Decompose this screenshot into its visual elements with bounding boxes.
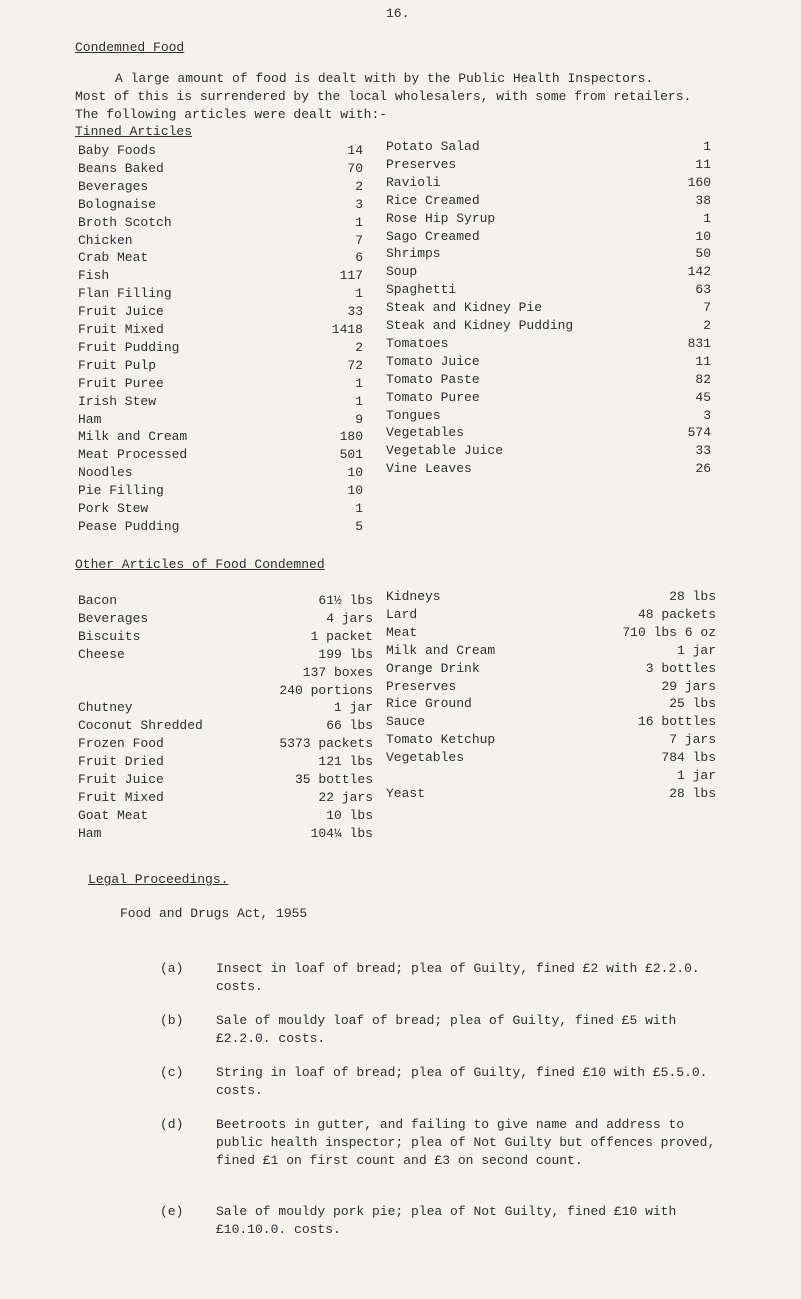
item-value: 25 lbs [669, 696, 716, 712]
table-row [386, 424, 711, 442]
table-row [386, 263, 711, 281]
item-name: Fruit Mixed [78, 322, 164, 337]
item-value: 28 lbs [669, 589, 716, 604]
table-row [386, 317, 711, 335]
table-row [386, 606, 716, 624]
item-value: 72 [347, 357, 363, 373]
item-value: 1 jar [676, 642, 716, 658]
table-row [78, 735, 378, 753]
legal-item-label: (d) [160, 1117, 184, 1132]
item-value: 4 jars [326, 610, 373, 626]
item-name: Meat Processed [78, 447, 188, 463]
table-row [386, 713, 716, 731]
item-value: 38 [695, 192, 711, 208]
table-row [78, 214, 378, 232]
table-row [78, 500, 378, 518]
table-row [78, 232, 378, 250]
item-name: Irish Stew [78, 393, 157, 409]
legal-item-text: Insect in loaf of bread; plea of Guilty, fined £2 with £2.2.0. costs. [216, 961, 700, 994]
table-row [78, 196, 378, 214]
item-value: 10 lbs [326, 807, 373, 823]
table-row [386, 156, 711, 174]
item-name: Fruit Dried [78, 754, 164, 770]
item-name: Beverages [78, 610, 149, 626]
table-row [78, 285, 378, 303]
table-row [386, 245, 711, 263]
table-row [78, 753, 378, 771]
other-heading: Other Articles of Food Condemned [75, 557, 325, 572]
item-value: 35 bottles [294, 772, 373, 787]
item-name: Cheese [78, 646, 125, 662]
item-name: Coconut Shredded [78, 718, 203, 734]
item-name: Ham [78, 825, 102, 841]
table-row [78, 482, 378, 500]
legal-item-text: String in loaf of bread; plea of Guilty, fined £10 with £5.5.0. costs. [216, 1065, 708, 1098]
item-name: Steak and Kidney Pudding [386, 318, 574, 333]
tinned-heading: Tinned Articles [75, 124, 193, 139]
item-name: Fruit Pudding [78, 339, 180, 355]
item-value: 10 [695, 228, 711, 244]
table-row [386, 624, 716, 642]
item-value: 180 [339, 429, 363, 445]
item-name: Baby Foods [78, 143, 157, 158]
item-value: 26 [695, 461, 711, 477]
intro-line: A large amount of food is dealt with by the Public Health Inspectors. [115, 71, 654, 86]
table-row [386, 192, 711, 210]
item-value: 2 [355, 178, 363, 194]
item-name: Rice Creamed [386, 192, 480, 208]
item-value: 7 [703, 300, 711, 316]
item-name: Vegetables [386, 425, 465, 441]
item-name: Lard [386, 606, 418, 622]
table-row [78, 321, 378, 339]
item-value: 1 [355, 393, 363, 409]
legal-item-text: Beetroots in gutter, and failing to give name and address to public health inspector; plea of Not Guilty but offences proved, fined £1 on first count and £3 on second count. [216, 1117, 716, 1168]
item-value: 240 portions [279, 682, 373, 698]
item-value: 1 [355, 214, 363, 230]
table-row [78, 682, 378, 700]
item-value: 10 [347, 483, 363, 499]
legal-item-label: (b) [160, 1013, 184, 1028]
item-value: 1 [355, 375, 363, 391]
table-row [78, 646, 378, 664]
item-value: 1 [703, 210, 711, 226]
item-value: 831 [687, 335, 711, 351]
item-value: 1 packet [310, 628, 373, 644]
page-number: 16. [386, 6, 410, 21]
item-value: 45 [695, 389, 711, 405]
item-name: Chutney [78, 700, 133, 716]
item-value: 9 [355, 411, 363, 427]
item-name: Tomatoes [386, 335, 449, 351]
table-row [78, 789, 378, 807]
table-row [78, 664, 378, 682]
item-name: Fruit Mixed [78, 789, 164, 805]
item-name: Fruit Pulp [78, 357, 157, 373]
item-value: 142 [687, 264, 711, 280]
table-row [78, 249, 378, 267]
table-row [78, 464, 378, 482]
item-value: 48 packets [637, 606, 716, 622]
item-name: Pork Stew [78, 501, 149, 516]
table-row [386, 371, 711, 389]
item-name: Orange Drink [386, 660, 480, 676]
table-row [386, 767, 716, 785]
table-row [386, 785, 716, 803]
item-name: Meat [386, 624, 418, 640]
table-row [386, 210, 711, 228]
item-value: 33 [347, 304, 363, 320]
item-name: Fruit Puree [78, 375, 164, 391]
item-value: 199 lbs [318, 646, 373, 662]
item-name: Preserves [386, 678, 457, 694]
item-value: 50 [695, 246, 711, 262]
item-value: 2 [355, 339, 363, 355]
item-name: Milk and Cream [386, 642, 496, 658]
legal-item-label: (a) [160, 961, 184, 976]
item-name: Tomato Puree [386, 389, 480, 405]
item-name: Sago Creamed [386, 228, 480, 244]
table-row [78, 393, 378, 411]
item-name: Beverages [78, 178, 149, 194]
item-value: 6 [355, 250, 363, 266]
table-row [78, 628, 378, 646]
table-row [78, 428, 378, 446]
table-row [386, 335, 711, 353]
table-row [78, 699, 378, 717]
table-row [386, 174, 711, 192]
item-name: Potato Salad [386, 139, 480, 154]
item-value: 710 lbs 6 oz [622, 624, 716, 640]
table-row [78, 303, 378, 321]
table-row [386, 299, 711, 317]
item-value: 33 [695, 443, 711, 459]
table-row [78, 267, 378, 285]
item-name: Pease Pudding [78, 518, 180, 534]
item-name: Pie Filling [78, 483, 164, 499]
item-name: Vegetables [386, 750, 465, 766]
item-name: Vine Leaves [386, 461, 472, 477]
table-row [386, 642, 716, 660]
item-name: Tomato Juice [386, 353, 480, 369]
item-value: 82 [695, 371, 711, 387]
item-value: 7 jars [669, 732, 716, 748]
intro-line: The following articles were dealt with:- [75, 107, 388, 122]
item-name: Fruit Juice [78, 772, 164, 787]
legal-act: Food and Drugs Act, 1955 [120, 906, 308, 921]
table-row [78, 771, 378, 789]
item-value: 29 jars [661, 678, 716, 694]
item-name: Bolognaise [78, 196, 157, 212]
item-name: Tomato Ketchup [386, 732, 496, 748]
item-value: 70 [347, 160, 363, 176]
item-name: Ravioli [386, 174, 441, 190]
item-value: 2 [703, 318, 711, 333]
item-value: 11 [695, 156, 711, 172]
item-name: Broth Scotch [78, 214, 172, 230]
table-row [386, 749, 716, 767]
item-value: 16 bottles [637, 714, 716, 730]
item-name: Kidneys [386, 589, 441, 604]
table-row [78, 142, 378, 160]
item-value: 5 [355, 518, 363, 534]
item-name: Tomato Paste [386, 371, 480, 387]
item-value: 1 [355, 286, 363, 302]
intro-line: Most of this is surrendered by the local wholesalers, with some from retailers. [75, 89, 692, 104]
legal-heading: Legal Proceedings. [88, 872, 229, 887]
item-value: 10 [347, 465, 363, 481]
item-name: Vegetable Juice [386, 443, 504, 459]
table-row [386, 442, 711, 460]
item-name: Goat Meat [78, 807, 149, 823]
item-value: 3 [355, 196, 363, 212]
table-row [78, 446, 378, 464]
item-name: Bacon [78, 593, 118, 608]
item-value: 63 [695, 282, 711, 298]
table-row [78, 339, 378, 357]
item-value: 104¼ lbs [310, 825, 373, 841]
item-value: 3 [703, 407, 711, 423]
table-row [386, 353, 711, 371]
item-value: 11 [695, 353, 711, 369]
section-title: Condemned Food [75, 40, 185, 55]
item-name: Beans Baked [78, 160, 164, 176]
legal-item-text: Sale of mouldy pork pie; plea of Not Guilty, fined £10 with £10.10.0. costs. [216, 1204, 677, 1237]
item-value: 7 [355, 232, 363, 248]
item-value: 121 lbs [318, 754, 373, 770]
table-row [386, 138, 711, 156]
item-value: 61½ lbs [318, 593, 373, 608]
table-row [78, 610, 378, 628]
item-name: Preserves [386, 156, 457, 172]
table-row [386, 695, 716, 713]
item-value: 1418 [331, 322, 363, 337]
item-value: 1 [355, 501, 363, 516]
table-row [78, 807, 378, 825]
item-name: Biscuits [78, 628, 141, 644]
table-row [78, 375, 378, 393]
table-row [386, 731, 716, 749]
item-name: Crab Meat [78, 250, 149, 266]
item-name: Noodles [78, 465, 133, 481]
item-name: Tongues [386, 407, 441, 423]
table-row [78, 592, 378, 610]
item-name: Rice Ground [386, 696, 472, 712]
item-value: 66 lbs [326, 718, 373, 734]
table-row [386, 407, 711, 425]
table-row [78, 518, 378, 536]
intro-paragraph [75, 70, 775, 124]
item-name: Fish [78, 268, 110, 284]
item-name: Chicken [78, 232, 133, 248]
table-row [78, 717, 378, 735]
item-name: Ham [78, 411, 102, 427]
item-name: Sauce [386, 714, 426, 730]
item-value: 28 lbs [669, 785, 716, 801]
table-row [78, 825, 378, 843]
item-value: 117 [339, 268, 363, 284]
item-value: 3 bottles [645, 660, 716, 676]
item-value: 1 jar [333, 700, 373, 716]
item-name: Fruit Juice [78, 304, 164, 320]
item-name: Shrimps [386, 246, 441, 262]
item-name: Flan Filling [78, 286, 172, 302]
table-row [386, 660, 716, 678]
item-name: Spaghetti [386, 282, 457, 298]
table-row [78, 178, 378, 196]
table-row [386, 460, 711, 478]
item-value: 160 [687, 174, 711, 190]
table-row [386, 678, 716, 696]
item-name: Frozen Food [78, 736, 164, 752]
table-row [386, 281, 711, 299]
item-name: Milk and Cream [78, 429, 188, 445]
table-row [78, 160, 378, 178]
table-row [78, 411, 378, 429]
item-value: 137 boxes [302, 664, 373, 680]
item-value: 784 lbs [661, 750, 716, 766]
table-row [386, 228, 711, 246]
legal-item-text: Sale of mouldy loaf of bread; plea of Guilty, fined £5 with £2.2.0. costs. [216, 1013, 677, 1046]
item-value: 1 jar [676, 768, 716, 783]
table-row [78, 357, 378, 375]
item-name: Soup [386, 264, 418, 280]
item-value: 14 [347, 143, 363, 158]
table-row [386, 389, 711, 407]
item-value: 22 jars [318, 789, 373, 805]
item-value: 501 [339, 447, 363, 463]
legal-item-label: (e) [160, 1204, 184, 1219]
item-value: 5373 packets [279, 736, 373, 752]
table-row [386, 588, 716, 606]
item-name: Yeast [386, 785, 426, 801]
item-value: 574 [687, 425, 711, 441]
item-value: 1 [703, 139, 711, 154]
item-name: Steak and Kidney Pie [386, 300, 543, 316]
legal-item-label: (c) [160, 1065, 184, 1080]
item-name: Rose Hip Syrup [386, 210, 496, 226]
